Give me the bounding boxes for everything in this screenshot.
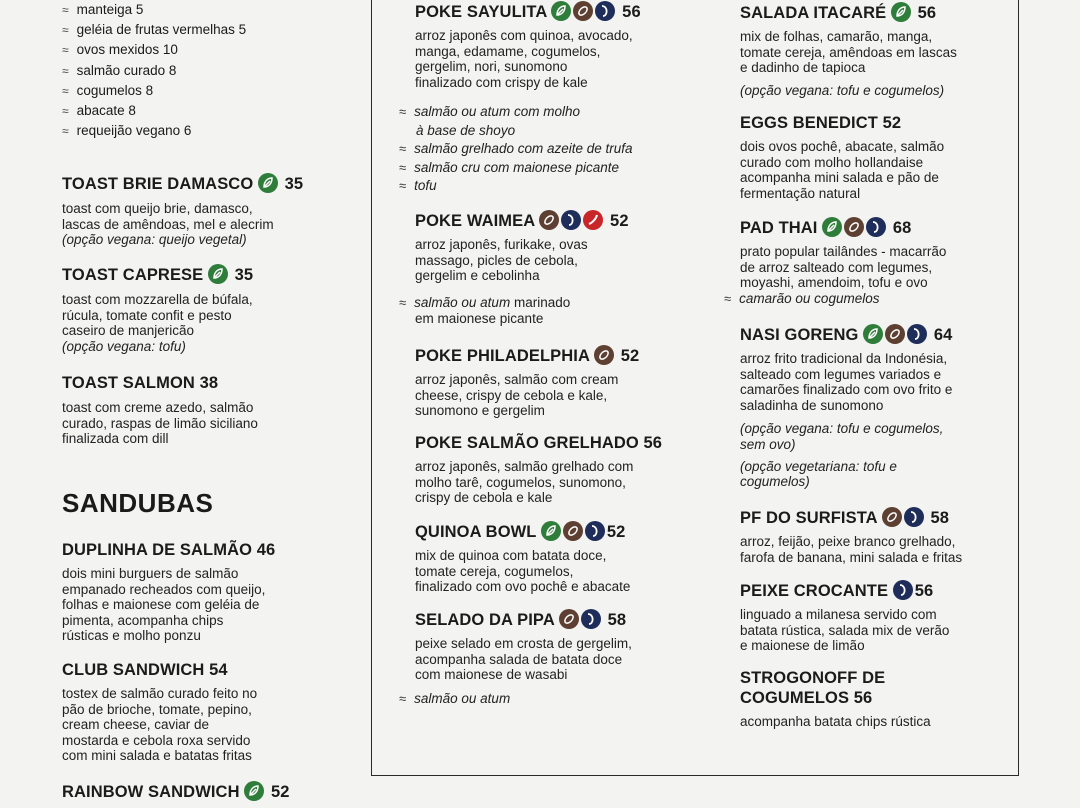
item-description: farofa de banana, mini salada e fritas <box>740 549 963 565</box>
menu-item-toast-caprese <box>62 264 253 354</box>
item-description: mix de folhas, camarão, manga, <box>740 29 933 44</box>
menu-item-toast-salmon <box>62 373 258 447</box>
item-description: fermentação natural <box>740 185 861 201</box>
item-description: e maionese de limão <box>740 638 865 654</box>
item-description: mostarda e cebola roxa servido <box>62 732 251 748</box>
item-description: empanado recheados com queijo, <box>62 581 266 597</box>
menu-item-club-sandwich <box>62 660 257 764</box>
item-description: gergelim e cebolinha <box>415 268 540 284</box>
list-item: ≈ salmão ou atum marinado <box>399 294 571 310</box>
item-title: PAD THAI 68 <box>740 219 912 237</box>
item-title: TOAST CAPRESE 35 <box>62 266 254 284</box>
menu-item-nasi-goreng <box>740 324 952 490</box>
item-description: salteado com legumes variados e <box>740 366 942 382</box>
item-description: molho tarê, cogumelos, sunomono, <box>415 474 626 490</box>
shrimp-icon <box>585 521 605 541</box>
item-option: (opção vegana: queijo vegetal) <box>62 232 247 248</box>
vegan-leaf-icon <box>551 1 571 21</box>
shrimp-icon <box>866 217 886 237</box>
vegan-leaf-icon <box>891 2 911 22</box>
item-description: com mini salada e batatas fritas <box>62 748 252 764</box>
list-item: em maionese picante <box>415 310 544 326</box>
item-description: dois ovos pochê, abacate, salmão <box>740 139 945 154</box>
menu-item-poke-waimea <box>399 210 629 326</box>
item-description: tostex de salmão curado feito no <box>62 686 258 701</box>
poke-sayulita-options <box>399 103 699 196</box>
item-description: toast com creme azedo, salmão <box>62 400 254 415</box>
item-description: massago, picles de cebola, <box>415 252 578 268</box>
item-description: lascas de amêndoas, mel e alecrim <box>62 216 274 232</box>
item-description: curado com molho hollandaise <box>740 154 924 170</box>
item-description: gergelim, nori, sunomono <box>415 59 568 75</box>
list-item: ≈ salmão cru com maionese picante <box>399 159 619 175</box>
shrimp-icon <box>904 507 924 527</box>
item-description: e dadinho de tapioca <box>740 60 866 76</box>
menu-item-quinoa-bowl <box>415 521 630 595</box>
item-description: arroz, feijão, peixe branco grelhado, <box>740 534 956 549</box>
menu-item-eggs-benedict <box>740 113 944 201</box>
fish-icon <box>573 1 593 21</box>
item-option: (opção vegana: tofu e cogumelos) <box>740 82 945 98</box>
shrimp-icon <box>893 580 913 600</box>
item-description: acompanha batata chips rústica <box>740 714 931 729</box>
list-item: ≈ tofu <box>399 178 437 193</box>
item-title: STROGONOFF DE <box>740 669 886 687</box>
list-item: à base de shoyo <box>416 122 516 138</box>
item-description: toast com mozzarella de búfala, <box>62 292 253 307</box>
menu-item-selado-da-pipa <box>399 609 632 708</box>
item-description: finalizado com ovo pochê e abacate <box>415 579 631 595</box>
item-title: PEIXE CROCANTE 56 <box>740 582 934 600</box>
item-description: manga, edamame, cogumelos, <box>415 43 601 59</box>
item-description: prato popular tailândes - macarrão <box>740 244 947 259</box>
item-description: peixe selado em crosta de gergelim, <box>415 636 632 651</box>
list-item: ≈ geléia de frutas vermelhas 5 <box>62 22 247 38</box>
item-description: sunomono e gergelim <box>415 403 545 419</box>
item-description: curado, raspas de limão siciliano <box>62 415 258 431</box>
fish-icon <box>885 324 905 344</box>
menu-item-peixe-crocante <box>740 580 949 654</box>
item-title: NASI GORENG 64 <box>740 326 953 344</box>
fish-icon <box>563 521 583 541</box>
menu-item-poke-philadelphia <box>415 345 639 419</box>
item-description: cream cheese, caviar de <box>62 717 210 733</box>
item-title: COGUMELOS 56 <box>740 689 873 707</box>
fish-icon <box>882 507 902 527</box>
item-title: DUPLINHA DE SALMÃO 46 <box>62 541 276 559</box>
item-title: PF DO SURFISTA 58 <box>740 509 950 527</box>
item-option: (opção vegana: tofu e cogumelos, <box>740 421 944 437</box>
item-description: finalizado com crispy de kale <box>415 74 588 90</box>
menu-item-poke-sayulita <box>415 1 641 90</box>
item-title: POKE WAIMEA 52 <box>415 212 629 230</box>
list-item: ≈ ovos mexidos 10 <box>62 42 178 58</box>
item-description: arroz japonês, salmão grelhado com <box>415 459 634 474</box>
item-title: SALADA ITACARÉ 56 <box>740 4 937 22</box>
section-heading: SANDUBAS <box>62 488 214 518</box>
list-item: ≈ salmão ou atum <box>399 690 511 706</box>
fish-icon <box>559 609 579 629</box>
item-description: de arroz salteado com legumes, <box>740 259 933 275</box>
menu-item-rainbow <box>62 781 290 802</box>
menu-item-pf-do-surfista <box>740 507 962 565</box>
list-item: ≈ camarão ou cogumelos <box>724 290 880 306</box>
fish-icon <box>594 345 614 365</box>
item-title: CLUB SANDWICH 54 <box>62 661 228 679</box>
vegan-leaf-icon <box>863 324 883 344</box>
item-description: folhas e maionese com geléia de <box>62 597 260 613</box>
shrimp-icon <box>595 1 615 21</box>
item-option: (opção vegetariana: tofu e <box>740 458 897 474</box>
item-title: POKE SALMÃO GRELHADO 56 <box>415 434 663 452</box>
item-description: moyashi, amendoim, tofu e ovo <box>740 275 928 291</box>
item-description: rúcula, tomate confit e pesto <box>62 307 232 323</box>
list-item: ≈ salmão grelhado com azeite de trufa <box>399 141 633 156</box>
item-title: QUINOA BOWL 52 <box>415 523 626 541</box>
item-description: tomate cereja, cogumelos, <box>415 563 574 579</box>
menu-item-toast-brie <box>62 173 303 248</box>
item-description: arroz frito tradicional da Indonésia, <box>740 351 948 366</box>
item-description: pimenta, acompanha chips <box>62 612 224 628</box>
item-description: acompanha salada de batata doce <box>415 651 623 667</box>
list-item: ≈ abacate 8 <box>62 103 136 119</box>
item-description: crispy de cebola e kale <box>415 490 553 506</box>
item-description: acompanha mini salada e pão de <box>740 170 939 186</box>
item-description: pão de brioche, tomate, pepino, <box>62 701 252 717</box>
item-title: TOAST BRIE DAMASCO 35 <box>62 175 304 193</box>
item-description: finalizada com dill <box>62 431 169 447</box>
menu-item-strogonoff <box>740 668 931 730</box>
item-description: batata rústica, salada mix de verão <box>740 622 950 638</box>
item-description: arroz japonês, furikake, ovas <box>415 237 588 252</box>
item-description: camarões finalizado com ovo frito e <box>740 382 953 398</box>
shrimp-icon <box>561 210 581 230</box>
item-description: mix de quinoa com batata doce, <box>415 548 607 563</box>
addon-list <box>62 0 322 141</box>
item-title: SELADO DA PIPA 58 <box>415 611 627 629</box>
list-item: ≈ requeijão vegano 6 <box>62 123 192 139</box>
item-description: arroz japonês, salmão com cream <box>415 372 619 387</box>
item-description: caseiro de manjericão <box>62 323 195 339</box>
item-description: dois mini burguers de salmão <box>62 566 239 581</box>
item-description: cheese, crispy de cebola e kale, <box>415 387 608 403</box>
vegan-leaf-icon <box>822 217 842 237</box>
fish-icon <box>844 217 864 237</box>
menu-item-duplinha <box>62 540 275 644</box>
shrimp-icon <box>907 324 927 344</box>
item-description: tomate cereja, amêndoas em lascas <box>740 44 957 60</box>
item-description: saladinha de sunomono <box>740 397 884 413</box>
item-title: RAINBOW SANDWICH 52 <box>62 783 290 801</box>
item-option: sem ovo) <box>740 436 796 452</box>
item-title: EGGS BENEDICT 52 <box>740 114 902 132</box>
vegan-leaf-icon <box>258 173 278 193</box>
item-title: TOAST SALMON 38 <box>62 374 219 392</box>
menu-item-pad-thai <box>724 217 947 307</box>
fish-icon <box>539 210 559 230</box>
list-item: ≈ salmão ou atum com molho <box>399 104 580 119</box>
item-description: com maionese de wasabi <box>415 667 568 683</box>
list-item: ≈ cogumelos 8 <box>62 82 154 98</box>
vegan-leaf-icon <box>244 781 264 801</box>
item-title: POKE SAYULITA 56 <box>415 3 641 21</box>
item-title: POKE PHILADELPHIA 52 <box>415 347 640 365</box>
item-description: rústicas e molho ponzu <box>62 628 201 644</box>
item-description: linguado a milanesa servido com <box>740 607 937 622</box>
item-description: toast com queijo brie, damasco, <box>62 201 253 216</box>
menu-item-poke-salmao-grelhado <box>415 433 662 506</box>
vegan-leaf-icon <box>541 521 561 541</box>
menu-item-salada-itacare <box>740 2 957 98</box>
item-option: cogumelos) <box>740 474 810 490</box>
item-description: arroz japonês com quinoa, avocado, <box>415 28 633 43</box>
vegan-leaf-icon <box>208 264 228 284</box>
item-option: (opção vegana: tofu) <box>62 338 186 354</box>
list-item: ≈ manteiga 5 <box>62 2 144 17</box>
shrimp-icon <box>581 609 601 629</box>
list-item: ≈ salmão curado 8 <box>62 62 177 78</box>
chili-pepper-icon <box>583 210 603 230</box>
